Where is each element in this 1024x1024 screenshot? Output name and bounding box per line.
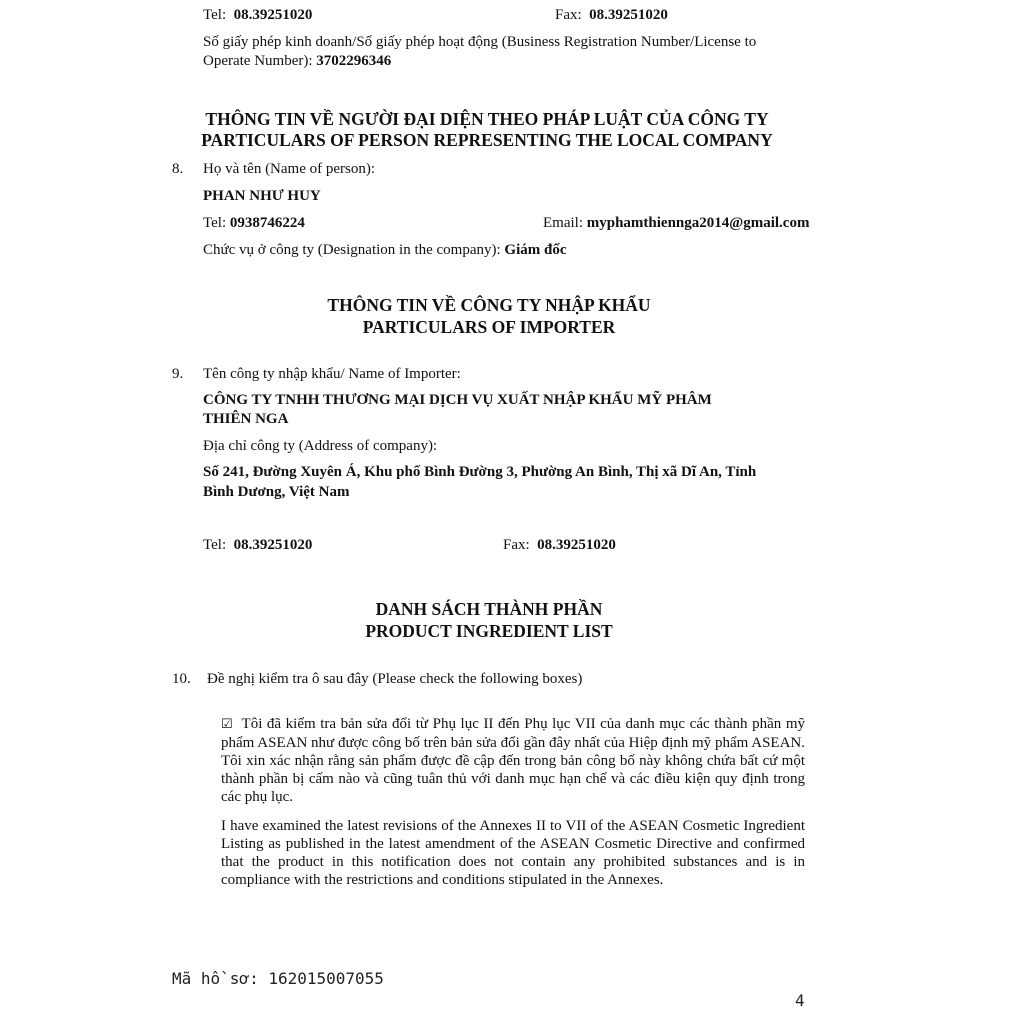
- item-10-number: 10.: [172, 671, 191, 687]
- representative-title-en: PARTICULARS OF PERSON REPRESENTING THE LOCAL COMPANY: [201, 130, 773, 150]
- importer-title-en: PARTICULARS OF IMPORTER: [362, 317, 616, 337]
- designation-label: Chức vụ ở công ty (Designation in the company):: [203, 242, 501, 258]
- license-line: [203, 52, 391, 70]
- importer-tel: [203, 536, 312, 554]
- importer-fax-label: Fax:: [503, 537, 530, 553]
- importer-title-vi: THÔNG TIN VỀ CÔNG TY NHẬP KHẨU: [327, 295, 651, 315]
- importer-label: Tên công ty nhập khẩu/ Name of Importer:: [203, 366, 461, 382]
- importer-tel-label: Tel:: [203, 537, 227, 553]
- license-number: 3702296346: [316, 53, 392, 69]
- person-name: PHAN NHƯ HUY: [203, 188, 321, 204]
- person-email-value: myphamthiennga2014@gmail.com: [586, 215, 810, 231]
- representative-title-vi: THÔNG TIN VỀ NGƯỜI ĐẠI DIỆN THEO PHÁP LUẬT CỦA CÔNG TY: [205, 109, 769, 129]
- person-tel-label: Tel:: [203, 215, 227, 231]
- person-tel: [203, 214, 305, 232]
- person-email: [543, 214, 809, 232]
- person-tel-value: 0938746224: [229, 215, 305, 231]
- importer-tel-value: 08.39251020: [233, 537, 313, 553]
- importer-fax: [503, 536, 616, 554]
- designation-value: Giám đốc: [504, 242, 567, 258]
- address-label: Địa chỉ công ty (Address of company):: [203, 438, 438, 454]
- license-label: Số giấy phép kinh doanh/Số giấy phép hoạt động (Business Registration Number/License to: [203, 34, 757, 50]
- company-tel-label: Tel:: [203, 7, 227, 23]
- license-label-cont: Operate Number):: [203, 53, 313, 69]
- importer-name-line1: CÔNG TY TNHH THƯƠNG MẠI DỊCH VỤ XUẤT NHẬP KHẨU MỸ PHÂM: [203, 392, 712, 408]
- address-line2: Bình Dương, Việt Nam: [203, 484, 350, 500]
- ingredients-title-en: PRODUCT INGREDIENT LIST: [365, 621, 613, 641]
- address-line1: Số 241, Đường Xuyên Á, Khu phố Bình Đường 3, Phường An Bình, Thị xã Dĩ An, Tỉnh: [203, 464, 757, 480]
- importer-fax-value: 08.39251020: [537, 537, 616, 553]
- statement-vi: Tôi đã kiểm tra bản sửa đổi từ Phụ lục II đến Phụ lục VII của danh mục các thành phần mỹ phẩm ASEAN như được công bố trên bản sửa đổi gần đây nhất của Hiệp định mỹ phẩm ASEAN. Tôi xin xác nhận rằng sản phẩm được đề cập đến trong bản công bố này không chứa bất cứ một thành phần bị cấm nào và cũng tuân thủ với danh mục hạn chế và các điều kiện quy định trong các phụ lục.: [221, 716, 805, 805]
- ingredients-title-vi: DANH SÁCH THÀNH PHẦN: [375, 599, 603, 619]
- statement-en: I have examined the latest revisions of the Annexes II to VII of the ASEAN Cosmetic Ingredient Listing as published in the latest amendment of the ASEAN Cosmetic Directive and confirmed that the product in this notification does not contain any prohibited substances and is in compliance with the restrictions and conditions stipulated in the Annexes.: [221, 818, 805, 888]
- company-tel: [203, 6, 312, 24]
- item-8-number: 8.: [172, 161, 184, 177]
- statement-vi-block: [221, 715, 805, 806]
- checkbox-checked-icon[interactable]: ☑: [221, 717, 233, 732]
- check-instruction: Đề nghị kiểm tra ô sau đây (Please check the following boxes): [207, 671, 583, 687]
- item-9-number: 9.: [172, 366, 184, 382]
- person-name-label: Họ và tên (Name of person):: [203, 161, 376, 177]
- file-code: Mã hồ sơ: 162015007055: [172, 969, 384, 988]
- page-number: 4: [795, 991, 805, 1010]
- company-fax: [555, 6, 668, 24]
- company-tel-value: 08.39251020: [233, 7, 313, 23]
- importer-name-line2: THIÊN NGA: [203, 411, 289, 427]
- person-email-label: Email:: [543, 215, 583, 231]
- company-fax-value: 08.39251020: [589, 7, 668, 23]
- person-designation: [203, 241, 567, 259]
- company-fax-label: Fax:: [555, 7, 582, 23]
